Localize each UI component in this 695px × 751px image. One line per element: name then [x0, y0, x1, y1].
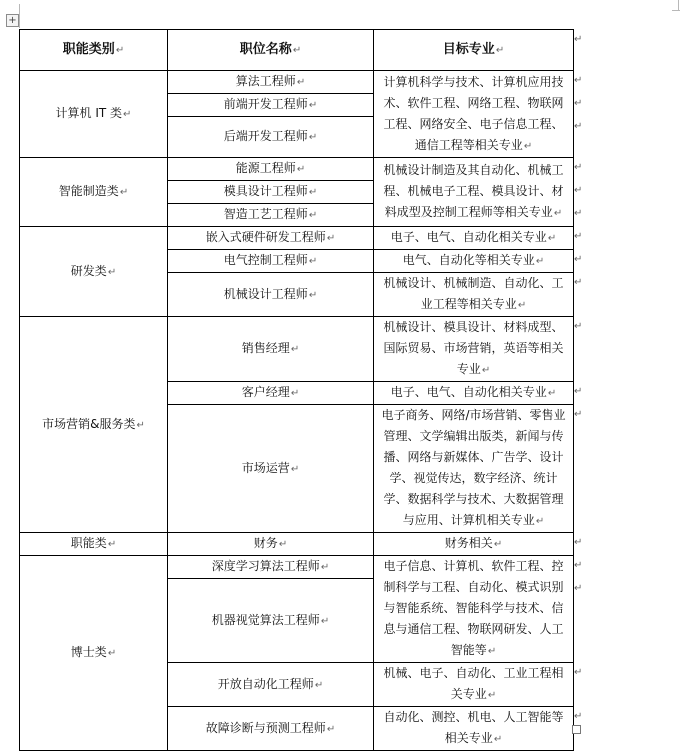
table-row: [20, 227, 574, 250]
major-cell[interactable]: 自动化、测控、机电、人工智能等相关专业 ↵: [374, 707, 574, 751]
major-cell[interactable]: 机械设计、机械制造、自动化、工业工程等相关专业 ↵: [374, 273, 574, 317]
table-row: [20, 556, 574, 579]
category-cell[interactable]: 智能制造类 ↵: [20, 158, 168, 227]
position-cell[interactable]: 销售经理 ↵: [168, 317, 374, 382]
row-end-marker: ↵: [574, 207, 583, 219]
position-cell[interactable]: 智造工艺工程师 ↵: [168, 204, 374, 227]
table-move-handle[interactable]: +: [6, 14, 19, 27]
row-end-marker: ↵: [574, 536, 583, 548]
major-cell[interactable]: 电子信息、计算机、软件工程、控制科学与工程、自动化、模式识别与智能系统、智能科学与技术、信息与通信工程、物联网研发、人工智能等 ↵: [374, 556, 574, 663]
major-cell[interactable]: 机械设计、模具设计、材料成型、国际贸易、市场营销，英语等相关专业 ↵: [374, 317, 574, 382]
row-end-marker: ↵: [574, 97, 583, 109]
major-cell[interactable]: 电气、自动化等相关专业 ↵: [374, 250, 574, 273]
table-row: [20, 317, 574, 382]
major-cell[interactable]: 电子、电气、自动化相关专业 ↵: [374, 382, 574, 405]
position-cell[interactable]: 嵌入式硬件研发工程师 ↵: [168, 227, 374, 250]
row-end-marker: ↵: [574, 666, 583, 678]
position-cell[interactable]: 故障诊断与预测工程师 ↵: [168, 707, 374, 751]
major-cell[interactable]: 计算机科学与技术、计算机应用技术、软件工程、网络工程、物联网工程、网络安全、电子信息工程、通信工程等相关专业 ↵: [374, 71, 574, 158]
row-end-marker: ↵: [574, 253, 583, 265]
table-resize-handle[interactable]: [572, 725, 581, 734]
header-major[interactable]: 目标专业 ↵: [374, 30, 574, 71]
position-cell[interactable]: 客户经理 ↵: [168, 382, 374, 405]
row-end-marker: ↵: [574, 230, 583, 242]
row-end-marker: ↵: [574, 408, 583, 420]
header-position[interactable]: 职位名称 ↵: [168, 30, 374, 71]
margin-marker-left: [19, 4, 20, 28]
row-end-marker: ↵: [574, 559, 583, 571]
major-cell[interactable]: 电子、电气、自动化相关专业 ↵: [374, 227, 574, 250]
header-row: [20, 30, 574, 71]
header-category[interactable]: 职能类别 ↵: [20, 30, 168, 71]
table-row: [20, 158, 574, 181]
category-cell[interactable]: 市场营销&服务类 ↵: [20, 317, 168, 533]
row-end-marker: ↵: [574, 120, 583, 132]
category-cell[interactable]: 研发类 ↵: [20, 227, 168, 317]
position-cell[interactable]: 市场运营 ↵: [168, 405, 374, 533]
category-cell[interactable]: 博士类 ↵: [20, 556, 168, 751]
position-cell[interactable]: 开放自动化工程师 ↵: [168, 663, 374, 707]
row-end-marker: ↵: [574, 710, 583, 722]
position-cell[interactable]: 后端开发工程师 ↵: [168, 117, 374, 158]
row-end-marker: ↵: [574, 385, 583, 397]
position-cell[interactable]: 财务 ↵: [168, 533, 374, 556]
table-row: [20, 533, 574, 556]
row-end-marker: ↵: [574, 184, 583, 196]
table-row: [20, 71, 574, 94]
position-cell[interactable]: 深度学习算法工程师 ↵: [168, 556, 374, 579]
position-cell[interactable]: 机械设计工程师 ↵: [168, 273, 374, 317]
position-cell[interactable]: 能源工程师 ↵: [168, 158, 374, 181]
major-cell[interactable]: 机械、电子、自动化、工业工程相关专业 ↵: [374, 663, 574, 707]
margin-marker-right-h: [672, 10, 680, 11]
position-cell[interactable]: 前端开发工程师 ↵: [168, 94, 374, 117]
row-end-marker: ↵: [574, 161, 583, 173]
category-cell[interactable]: 职能类 ↵: [20, 533, 168, 556]
position-cell[interactable]: 模具设计工程师 ↵: [168, 181, 374, 204]
position-cell[interactable]: 算法工程师 ↵: [168, 71, 374, 94]
row-end-marker: ↵: [574, 276, 583, 288]
row-end-marker: ↵: [574, 320, 583, 332]
category-cell[interactable]: 计算机 IT 类 ↵: [20, 71, 168, 158]
position-cell[interactable]: 机器视觉算法工程师 ↵: [168, 579, 374, 663]
row-end-marker: ↵: [574, 33, 583, 45]
row-end-marker: ↵: [574, 582, 583, 594]
margin-marker-right: [678, 0, 679, 10]
major-cell[interactable]: 机械设计制造及其自动化、机械工程、机械电子工程、模具设计、材料成型及控制工程师等相关专业 ↵: [374, 158, 574, 227]
position-cell[interactable]: 电气控制工程师 ↵: [168, 250, 374, 273]
row-end-marker: ↵: [574, 74, 583, 86]
major-cell[interactable]: 电子商务、网络/市场营销、零售业管理、文学编辑出版类，新闻与传播、网络与新媒体、广告学、设计学、视觉传达，数字经济、统计学、数据科学与技术、大数据管理与应用、计算机相关专业 ↵: [374, 405, 574, 533]
job-table: [19, 29, 574, 751]
major-cell[interactable]: 财务相关 ↵: [374, 533, 574, 556]
